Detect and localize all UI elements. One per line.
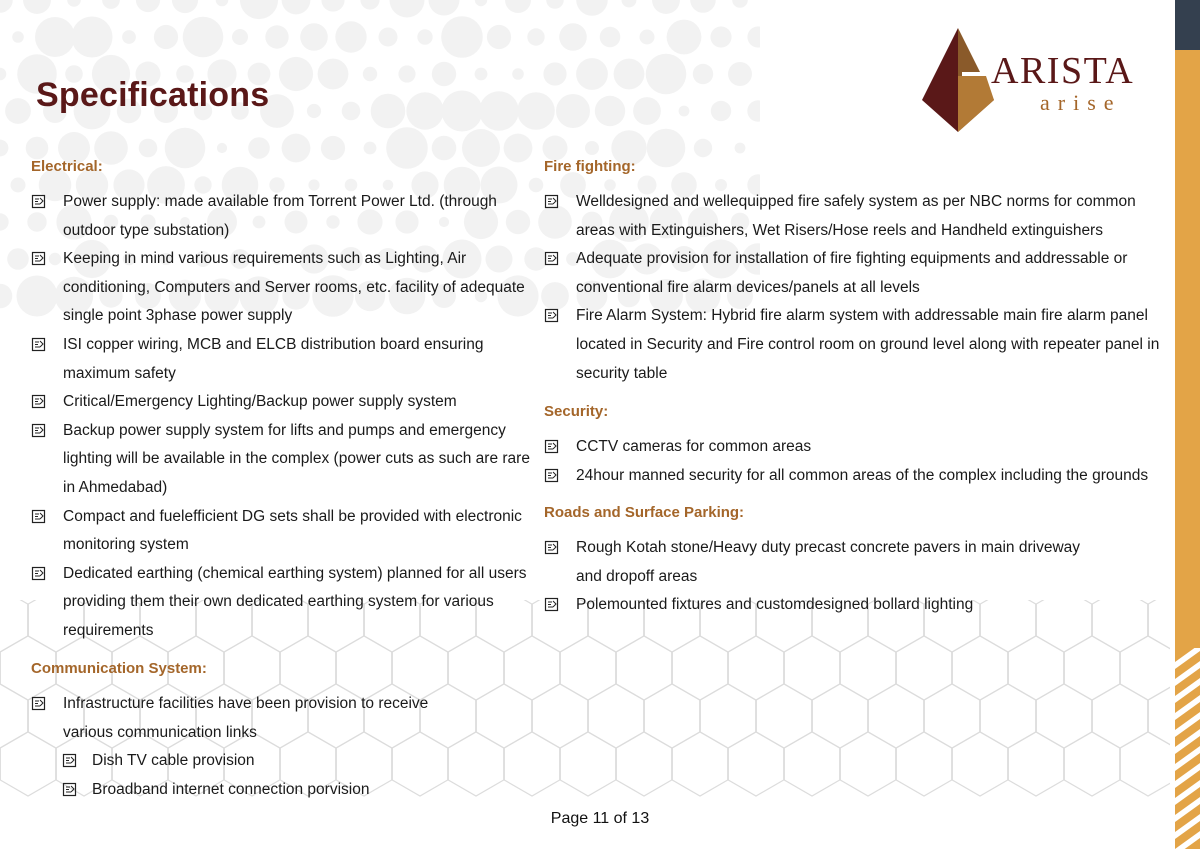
document-list-icon (544, 540, 559, 555)
document-list-icon (544, 597, 559, 612)
communication-sub-list (62, 747, 482, 804)
fire-fighting-heading: Fire fighting: (544, 158, 636, 175)
fire-fighting-list (544, 188, 1172, 388)
document-list-icon (31, 509, 46, 524)
list-item: Backup power supply system for lifts and pumps and emergency lighting will be available in the complex (power cuts as such are rare in Ahmedabad) (31, 417, 531, 503)
list-item: Infrastructure facilities have been provision to receive various communication links (31, 690, 471, 747)
document-list-icon (544, 308, 559, 323)
document-list-icon (31, 566, 46, 581)
list-item: 24hour manned security for all common areas of the complex including the grounds (544, 462, 1176, 491)
list-item: Fire Alarm System: Hybrid fire alarm system with addressable main fire alarm panel located in Security and Fire control room on ground level along with repeater panel in security table (544, 302, 1172, 388)
document-list-icon (544, 468, 559, 483)
electrical-heading: Electrical: (31, 158, 103, 175)
communication-list (31, 690, 471, 747)
list-item: ISI copper wiring, MCB and ELCB distribution board ensuring maximum safety (31, 331, 531, 388)
document-list-icon (62, 753, 77, 768)
communication-heading: Communication System: (31, 660, 207, 677)
accent-side-bar-top (1175, 0, 1200, 50)
document-list-icon (62, 782, 77, 797)
list-item: Broadband internet connection porvision (62, 776, 482, 805)
document-list-icon (31, 337, 46, 352)
document-list-icon (31, 251, 46, 266)
list-item: Dedicated earthing (chemical earthing system) planned for all users providing them their own dedicated earthing system for various requirements (31, 560, 531, 646)
logo-tagline: arise (1040, 90, 1122, 115)
roads-parking-list (544, 534, 1104, 620)
document-list-icon (31, 423, 46, 438)
list-item: Welldesigned and wellequipped fire safely system as per NBC norms for common areas with Extinguishers, Wet Risers/Hose reels and Handheld extinguishers (544, 188, 1172, 245)
page-number: Page 11 of 13 (550, 810, 650, 827)
page-title: Specifications (36, 76, 270, 114)
document-list-icon (31, 194, 46, 209)
security-heading: Security: (544, 403, 609, 420)
list-item: Dish TV cable provision (62, 747, 482, 776)
list-item: Power supply: made available from Torrent Power Ltd. (through outdoor type substation) (31, 188, 531, 245)
list-item: Compact and fuelefficient DG sets shall be provided with electronic monitoring system (31, 503, 531, 560)
document-list-icon (31, 394, 46, 409)
security-list (544, 433, 1176, 490)
list-item: Polemounted fixtures and customdesigned bollard lighting (544, 591, 1104, 620)
document-list-icon (544, 251, 559, 266)
logo-wordmark: ARISTA (991, 50, 1135, 92)
document-list-icon (31, 696, 46, 711)
roads-parking-heading: Roads and Surface Parking: (544, 504, 745, 521)
list-item: Rough Kotah stone/Heavy duty precast concrete pavers in main driveway and dropoff areas (544, 534, 1104, 591)
list-item: Critical/Emergency Lighting/Backup power supply system (31, 388, 531, 417)
list-item: CCTV cameras for common areas (544, 433, 1176, 462)
document-list-icon (544, 194, 559, 209)
list-item: Adequate provision for installation of fire fighting equipments and addressable or conventional fire alarm devices/panels at all levels (544, 245, 1172, 302)
list-item: Keeping in mind various requirements such as Lighting, Air conditioning, Computers and Server rooms, etc. facility of adequate single point 3phase power supply (31, 245, 531, 331)
document-list-icon (544, 439, 559, 454)
electrical-list (31, 188, 531, 646)
